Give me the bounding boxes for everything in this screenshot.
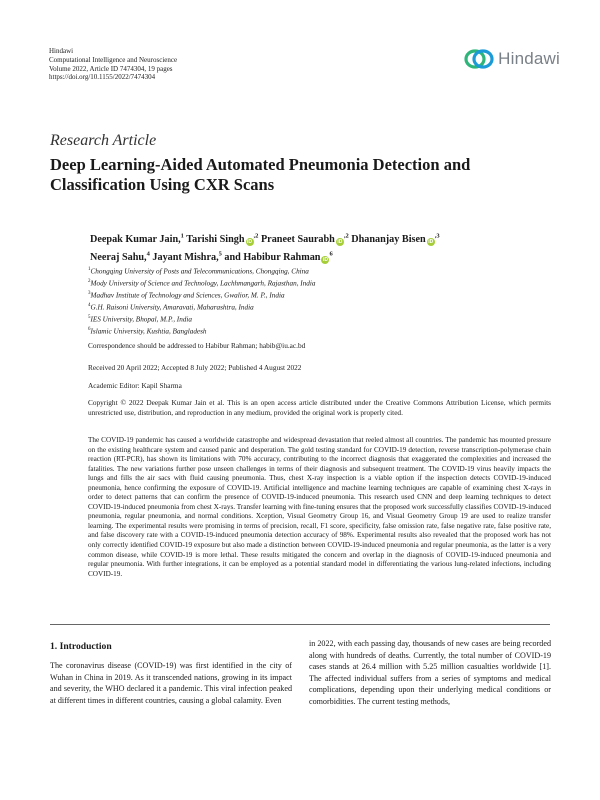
author: Praneet Saurabh $iD^{,2}$ <box>260 233 349 246</box>
author: Jayant Mishra,$^5$ <box>152 250 222 263</box>
affiliation-list <box>88 265 315 337</box>
journal-meta <box>49 47 177 82</box>
author: Dhananjay Bisen $iD^{,3}$ <box>351 233 440 246</box>
journal-name: Computational Intelligence and Neuroscience <box>49 55 178 64</box>
affiliation: $^6$Islamic University, Kushtia, Bangladesh <box>88 326 207 336</box>
hindawi-logo[interactable] <box>464 48 560 70</box>
hindawi-logo-icon <box>464 48 494 70</box>
correspondence: Correspondence should be addressed to Habibur Rahman; habib@iu.ac.bd <box>88 341 306 350</box>
section-heading: 1. Introduction <box>50 641 112 652</box>
affiliation: $^2$Mody University of Science and Technology, Lachhmangarh, Rajasthan, India <box>88 278 316 288</box>
copyright-notice: Copyright © 2022 Deepak Kumar Jain et al. This is an open access article distributed under the Creative Commons Attribution License, which permits unrestricted use, distribution, and reproduction in any medium, provided the original work is properly cited. <box>88 398 551 417</box>
section-divider <box>50 624 550 625</box>
orcid-icon[interactable]: iD <box>428 239 434 246</box>
affiliation: $^5$IES University, Bhopal, M.P., India <box>88 314 192 324</box>
body-column-right: in 2022, with each passing day, thousands of new cases are being recorded along with hundreds of deaths. Currently, the total number of COVID-19 cases stands at 26.4 million with 5.25 million casualties worldwide [1]. The affected individual suffers from a series of symptoms and medical complications, depending upon their underlying medical conditions or comorbidities. The current testing methods, <box>309 639 551 706</box>
affiliation: $^1$Chongqing University of Posts and Telecommunications, Chongqing, China <box>88 267 309 276</box>
volume-info: Volume 2022, Article ID 7474304, 19 pages <box>49 64 173 73</box>
orcid-icon[interactable]: iD <box>337 239 343 246</box>
abstract: The COVID-19 pandemic has caused a worldwide catastrophe and widespread devastation that reeled almost all countries. The pandemic has mounted pressure on the existing healthcare system and caused panic and desperation. The gold testing standard for COVID-19 detection, reverse transcription-polymerase chain reaction (RT-PCR), has shown its limitations with 70% accuracy, contributing to the incorrect diagnosis that exaggerated the complexities and increased the fatalities. The new variations further pose unseen challenges in terms of their diagnosis and subsequent treatment. The COVID-19 virus heavily impacts the lungs and fills the air sacs with fluid causing pneumonia. Thus, chest X-ray inspection is a viable option if the inspection detects COVID-19-induced pneumonia, hence confirming the exposure of COVID-19. Artificial intelligence and machine learning techniques are capable of examining chest X-rays in order to detect patterns that can confirm the presence of COVID-19-induced pneumonia. This research used CNN and deep learning techniques to detect COVID-19-induced pneumonia from chest X-rays. Transfer learning with fine-tuning ensures that the proposed work successfully classifies COVID-19-induced pneumonia, regular pneumonia, and normal conditions. Xception, Visual Geometry Group 16, and Visual Geometry Group 19 are used to realize transfer learning. The experimental results were promising in terms of precision, recall, F1 score, specificity, false omission rate, false negative rate, false positive rate, and false discovery rate with a COVID-19-induced pneumonia detection accuracy of 98%. Experimental results also revealed that the proposed work has not only correctly identified COVID-19 exposure but also made a distinction between COVID-19-induced pneumonia and regular pneumonia, as the latter is a very common disease, while COVID-19 is more lethal. These results mitigated the concern and overlap in the diagnosis of COVID-19-induced pneumonia and regular pneumonia. With further integrations, it can be employed as a potential standard model in differentiating the various lung-related infections, including COVID-19. <box>88 436 551 578</box>
author-list <box>90 230 560 265</box>
article-title: Deep Learning-Aided Automated Pneumonia Detection and Classification Using CXR Scans <box>50 155 471 194</box>
author: Tarishi Singh $iD^{,2}$ <box>186 233 259 246</box>
author: Neeraj Sahu,$^4$ <box>90 250 150 263</box>
publication-dates: Received 20 April 2022; Accepted 8 July 2022; Published 4 August 2022 <box>88 363 302 372</box>
article-type: Research Article <box>50 132 157 149</box>
affiliation: $^4$G.H. Raisoni University, Amaravati, Maharashtra, India <box>88 302 254 312</box>
academic-editor: Academic Editor: Kapil Sharma <box>88 381 182 390</box>
doi-link[interactable]: https://doi.org/10.1155/2022/7474304 <box>49 73 156 82</box>
body-column-left: The coronavirus disease (COVID-19) was first identified in the city of Wuhan in China in 2019. As it transcended nations, growing in its impact and severity, the WHO declared it a pandemic. This viral infection peaked at different times in different countries, causing a global calamity. Even <box>50 661 292 705</box>
author: Deepak Kumar Jain,$^1$ <box>90 233 184 246</box>
affiliation: $^3$Madhav Institute of Technology and Sciences, Gwalior, M. P., India <box>88 290 285 300</box>
author: and Habibur Rahman $iD^6$ <box>224 250 333 263</box>
orcid-icon[interactable]: iD <box>247 239 253 246</box>
publisher-name: Hindawi <box>49 47 74 55</box>
logo-text: Hindawi <box>498 49 560 68</box>
orcid-icon[interactable]: iD <box>322 256 328 263</box>
